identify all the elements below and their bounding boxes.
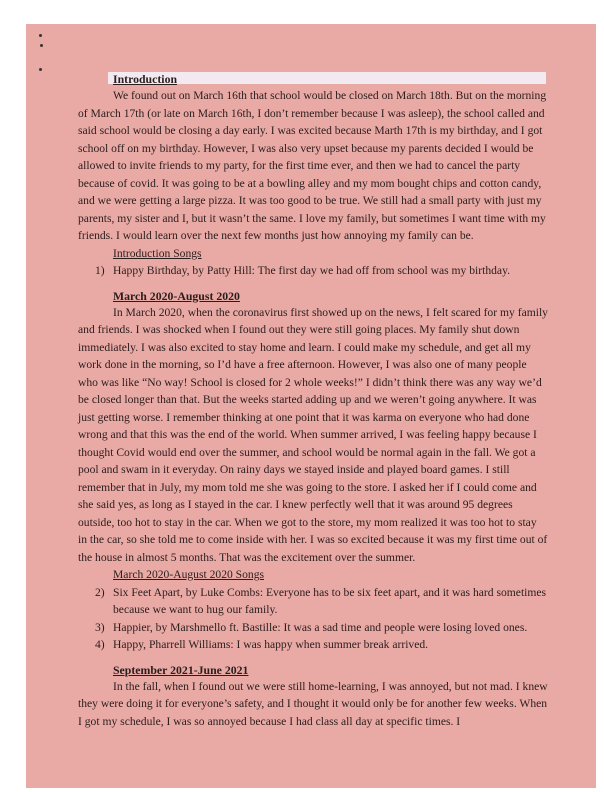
introduction-songs-label: Introduction Songs	[113, 246, 202, 260]
scan-marks	[38, 34, 44, 74]
list-number: 2)	[95, 585, 105, 599]
march-songs-label: March 2020-August 2020 Songs	[113, 568, 265, 581]
song-text: Happier, by Marshmello ft. Bastille: It was a sad time and people were losing loved ones.	[113, 620, 528, 634]
scan-dot	[40, 44, 43, 47]
introduction-paragraph: We found out on March 16th that school would be closed on March 18th. But on the morning of March 17th (or late on March 16th, I don’t remember because I was asleep), the school called and said school would be closing a day early. I was excited because Marth 17th is my birthday, and I got school off on my birthday. However, I was also very upset because my parents decided I would be allowed to invite friends to my party, for the first time ever, and then we had to cancel the party because of covid. It was going to be at a bowling alley and my mom bought chips and cotton candy, and we were getting a large pizza. It was too good to be true. We still had a small party with just my parents, my sister and I, but it wasn’t the same. I love my family, but sometimes I want time with my friends. I would learn over the next few months just how annoying my family can be.	[78, 89, 547, 242]
scan-dot	[39, 68, 42, 71]
section-heading-september: September 2021-June 2021	[113, 662, 249, 677]
list-item	[78, 584, 548, 619]
list-number: 4)	[95, 638, 105, 651]
list-item	[78, 262, 548, 280]
section-heading-introduction: Introduction	[113, 72, 178, 86]
introduction-songs-list	[78, 262, 548, 280]
list-number: 3)	[95, 620, 105, 634]
document-body	[78, 72, 548, 730]
march-paragraph: In March 2020, when the coronavirus first showed up on the news, I felt scared for my family and friends. I was shocked when I found out they were still going places. My family shut down immediately. I was also excited to stay home and learn. I could make my schedule, and get all my work done in the morning, so I’d have a free afternoon. However, I was also one of many people who was like “No way! School is closed for 2 whole weeks!” I didn’t think there was any way we’d be closed longer than that. But the weeks started adding up and we weren’t going anywhere. It was just getting worse. I remember thinking at one point that it was karma on everyone who had done wrong and that this was the end of the world. When summer arrived, I was feeling happy because I thought Covid would end over the summer, and school would be normal again in the fall. We got a pool and swam in it everyday. On rainy days we stayed inside and played board games. I still remember that in July, my mom told me she was going to the store. I asked her if I could come and she said yes, as long as I stayed in the car. I knew perfectly well that it was around 95 degrees outside, too hot to stay in the car. When we got to the store, my mom realized it was too hot to stay in the car, so she told me to come inside with her. I was so excited because it was my first time out of the house in almost 5 months. That was the excitement over the summer.	[78, 305, 548, 564]
scan-dot	[39, 34, 42, 37]
september-paragraph: In the fall, when I found out we were still home-learning, I was annoyed, but not mad. I knew they were doing it for everyone’s safety, and I thought it would only be for another few weeks. When I got my schedule, I was so annoyed because I had class all day at specific times. I	[78, 679, 548, 728]
list-item	[78, 619, 548, 637]
march-songs-list	[78, 584, 548, 654]
list-item	[78, 636, 548, 654]
song-text: Happy Birthday, by Patty Hill: The first day we had off from school was my birthday.	[113, 264, 511, 277]
song-text: Six Feet Apart, by Luke Combs: Everyone has to be six feet apart, and it was hard sometimes because we want to hug our family.	[113, 585, 547, 616]
list-number: 1)	[95, 264, 105, 277]
section-heading-march: March 2020-August 2020	[113, 288, 240, 303]
song-text: Happy, Pharrell Williams: I was happy when summer break arrived.	[113, 638, 429, 651]
